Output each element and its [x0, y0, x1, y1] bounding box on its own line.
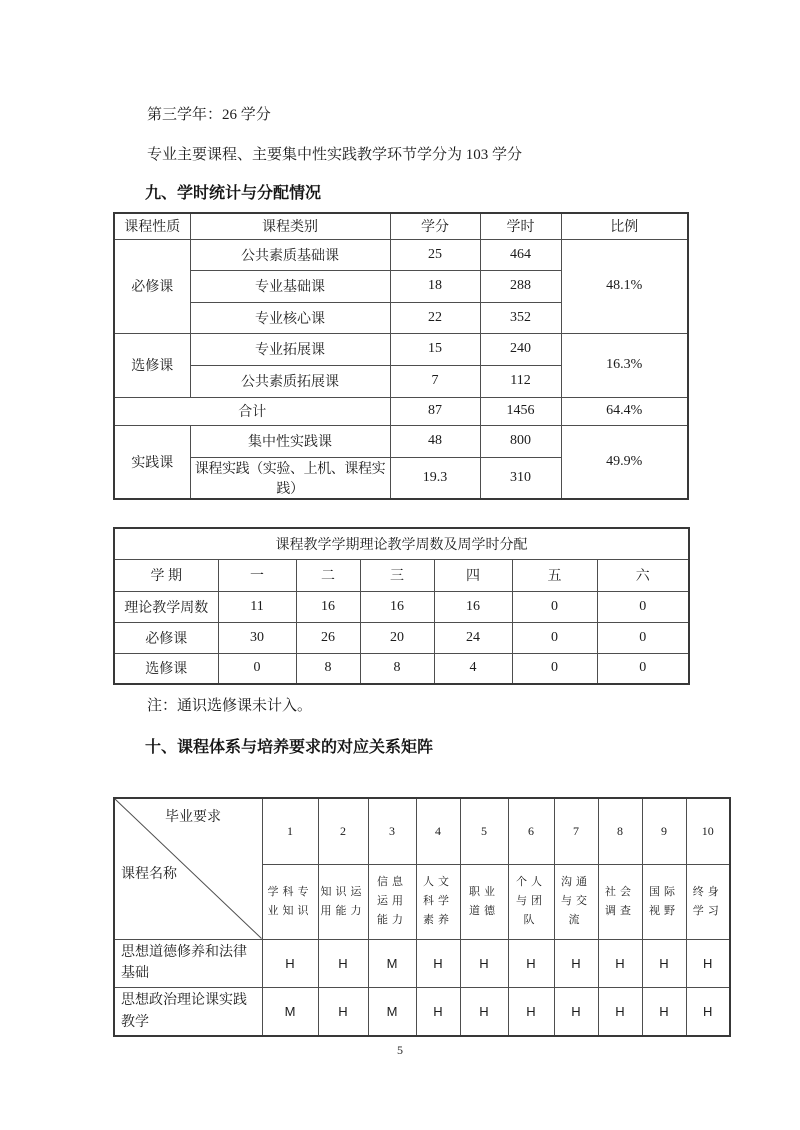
col-label: 人文科学素养 — [416, 864, 460, 939]
cell-value: 8 — [296, 653, 360, 684]
table-row — [114, 333, 688, 365]
header-course-category: 课程类别 — [190, 213, 390, 239]
header-hours: 学时 — [480, 213, 561, 239]
matrix-corner-cell — [114, 798, 262, 939]
header-sem-2: 二 — [296, 559, 360, 591]
table-row — [114, 425, 688, 457]
col-number: 2 — [318, 798, 368, 864]
matrix-value: H — [262, 939, 318, 987]
row-label-theory-weeks: 理论教学周数 — [114, 591, 218, 622]
cell-nature-practice: 实践课 — [114, 425, 190, 499]
paragraph-major-credits: 专业主要课程、主要集中性实践教学环节学分为 103 学分 — [147, 147, 523, 163]
hours-table — [113, 212, 689, 500]
cell-hours: 112 — [480, 365, 561, 397]
col-label: 沟通与交流 — [554, 864, 598, 939]
cell-value: 20 — [360, 622, 434, 653]
weeks-header-row — [114, 559, 689, 591]
corner-label-course-name: 课程名称 — [121, 867, 177, 882]
matrix-value: H — [686, 987, 730, 1036]
col-number: 9 — [642, 798, 686, 864]
cell-nature-required: 必修课 — [114, 239, 190, 333]
cell-value: 16 — [296, 591, 360, 622]
cell-hours: 240 — [480, 333, 561, 365]
paragraph-year3-credits: 第三学年：26 学分 — [147, 107, 271, 123]
cell-category: 集中性实践课 — [190, 425, 390, 457]
cell-value: 11 — [218, 591, 296, 622]
matrix-course-row — [114, 939, 730, 987]
cell-ratio-required: 48.1% — [561, 239, 688, 333]
weeks-table — [113, 527, 690, 685]
matrix-value: H — [508, 987, 554, 1036]
cell-ratio-elective: 16.3% — [561, 333, 688, 397]
cell-credits: 48 — [390, 425, 480, 457]
matrix-value: H — [460, 987, 508, 1036]
matrix-number-row — [114, 798, 730, 864]
cell-category: 公共素质基础课 — [190, 239, 390, 270]
header-semester: 学 期 — [114, 559, 218, 591]
cell-credits: 18 — [390, 270, 480, 302]
matrix-table — [113, 797, 731, 1037]
table-row — [114, 239, 688, 270]
cell-credits: 7 — [390, 365, 480, 397]
header-sem-6: 六 — [597, 559, 689, 591]
weeks-table-title: 课程教学学期理论教学周数及周学时分配 — [114, 528, 689, 559]
col-label: 信息运用能力 — [368, 864, 416, 939]
cell-total-credits: 87 — [390, 397, 480, 425]
cell-value: 0 — [512, 622, 597, 653]
matrix-value: H — [318, 939, 368, 987]
header-sem-3: 三 — [360, 559, 434, 591]
matrix-value: M — [368, 939, 416, 987]
matrix-value: H — [686, 939, 730, 987]
col-number: 4 — [416, 798, 460, 864]
matrix-value: H — [554, 939, 598, 987]
header-sem-5: 五 — [512, 559, 597, 591]
total-row — [114, 397, 688, 425]
col-label: 社会调查 — [598, 864, 642, 939]
matrix-value: H — [416, 939, 460, 987]
cell-category: 专业核心课 — [190, 302, 390, 333]
matrix-value: H — [642, 939, 686, 987]
col-number: 5 — [460, 798, 508, 864]
col-number: 6 — [508, 798, 554, 864]
table-row — [114, 653, 689, 684]
cell-hours: 800 — [480, 425, 561, 457]
cell-value: 0 — [597, 591, 689, 622]
cell-hours: 310 — [480, 457, 561, 499]
matrix-value: H — [554, 987, 598, 1036]
page-number: 5 — [397, 1043, 403, 1057]
cell-hours: 288 — [480, 270, 561, 302]
col-number: 8 — [598, 798, 642, 864]
header-sem-1: 一 — [218, 559, 296, 591]
cell-value: 4 — [434, 653, 512, 684]
cell-hours: 464 — [480, 239, 561, 270]
matrix-value: H — [318, 987, 368, 1036]
matrix-value: H — [508, 939, 554, 987]
section10-heading: 十、课程体系与培养要求的对应关系矩阵 — [145, 739, 434, 756]
weeks-title-row — [114, 528, 689, 559]
col-number: 7 — [554, 798, 598, 864]
header-credits: 学分 — [390, 213, 480, 239]
course-name: 思想政治理论课实践教学 — [114, 987, 262, 1036]
col-number: 3 — [368, 798, 416, 864]
col-label: 职业道德 — [460, 864, 508, 939]
cell-category: 专业拓展课 — [190, 333, 390, 365]
table-row — [114, 591, 689, 622]
cell-credits: 22 — [390, 302, 480, 333]
header-course-nature: 课程性质 — [114, 213, 190, 239]
cell-total-label: 合计 — [114, 397, 390, 425]
section9-heading: 九、学时统计与分配情况 — [145, 185, 322, 202]
cell-category: 公共素质拓展课 — [190, 365, 390, 397]
cell-ratio-practice: 49.9% — [561, 425, 688, 499]
matrix-value: H — [642, 987, 686, 1036]
col-number: 10 — [686, 798, 730, 864]
cell-value: 26 — [296, 622, 360, 653]
cell-value: 0 — [597, 622, 689, 653]
table-row — [114, 622, 689, 653]
cell-hours: 352 — [480, 302, 561, 333]
cell-value: 0 — [218, 653, 296, 684]
col-number: 1 — [262, 798, 318, 864]
cell-credits: 19.3 — [390, 457, 480, 499]
col-label: 国际视野 — [642, 864, 686, 939]
header-ratio: 比例 — [561, 213, 688, 239]
cell-value: 0 — [597, 653, 689, 684]
col-label: 学科专业知识 — [262, 864, 318, 939]
matrix-course-row — [114, 987, 730, 1036]
matrix-value: H — [460, 939, 508, 987]
col-label: 知识运用能力 — [318, 864, 368, 939]
matrix-value: H — [598, 939, 642, 987]
matrix-value: H — [598, 987, 642, 1036]
matrix-value: H — [416, 987, 460, 1036]
cell-value: 16 — [360, 591, 434, 622]
cell-category: 专业基础课 — [190, 270, 390, 302]
cell-value: 0 — [512, 591, 597, 622]
cell-credits: 25 — [390, 239, 480, 270]
row-label-required: 必修课 — [114, 622, 218, 653]
matrix-value: M — [368, 987, 416, 1036]
cell-value: 16 — [434, 591, 512, 622]
cell-value: 8 — [360, 653, 434, 684]
matrix-value: M — [262, 987, 318, 1036]
cell-category: 课程实践（实验、上机、课程实践） — [190, 457, 390, 499]
corner-label-requirements: 毕业要求 — [165, 810, 221, 825]
cell-total-hours: 1456 — [480, 397, 561, 425]
cell-value: 24 — [434, 622, 512, 653]
hours-header-row — [114, 213, 688, 239]
col-label: 个人与团队 — [508, 864, 554, 939]
cell-credits: 15 — [390, 333, 480, 365]
note-text: 注：通识选修课未计入。 — [147, 698, 313, 714]
header-sem-4: 四 — [434, 559, 512, 591]
course-name: 思想道德修养和法律基础 — [114, 939, 262, 987]
col-label: 终身学习 — [686, 864, 730, 939]
cell-value: 30 — [218, 622, 296, 653]
cell-total-ratio: 64.4% — [561, 397, 688, 425]
cell-nature-elective: 选修课 — [114, 333, 190, 397]
cell-value: 0 — [512, 653, 597, 684]
row-label-elective: 选修课 — [114, 653, 218, 684]
